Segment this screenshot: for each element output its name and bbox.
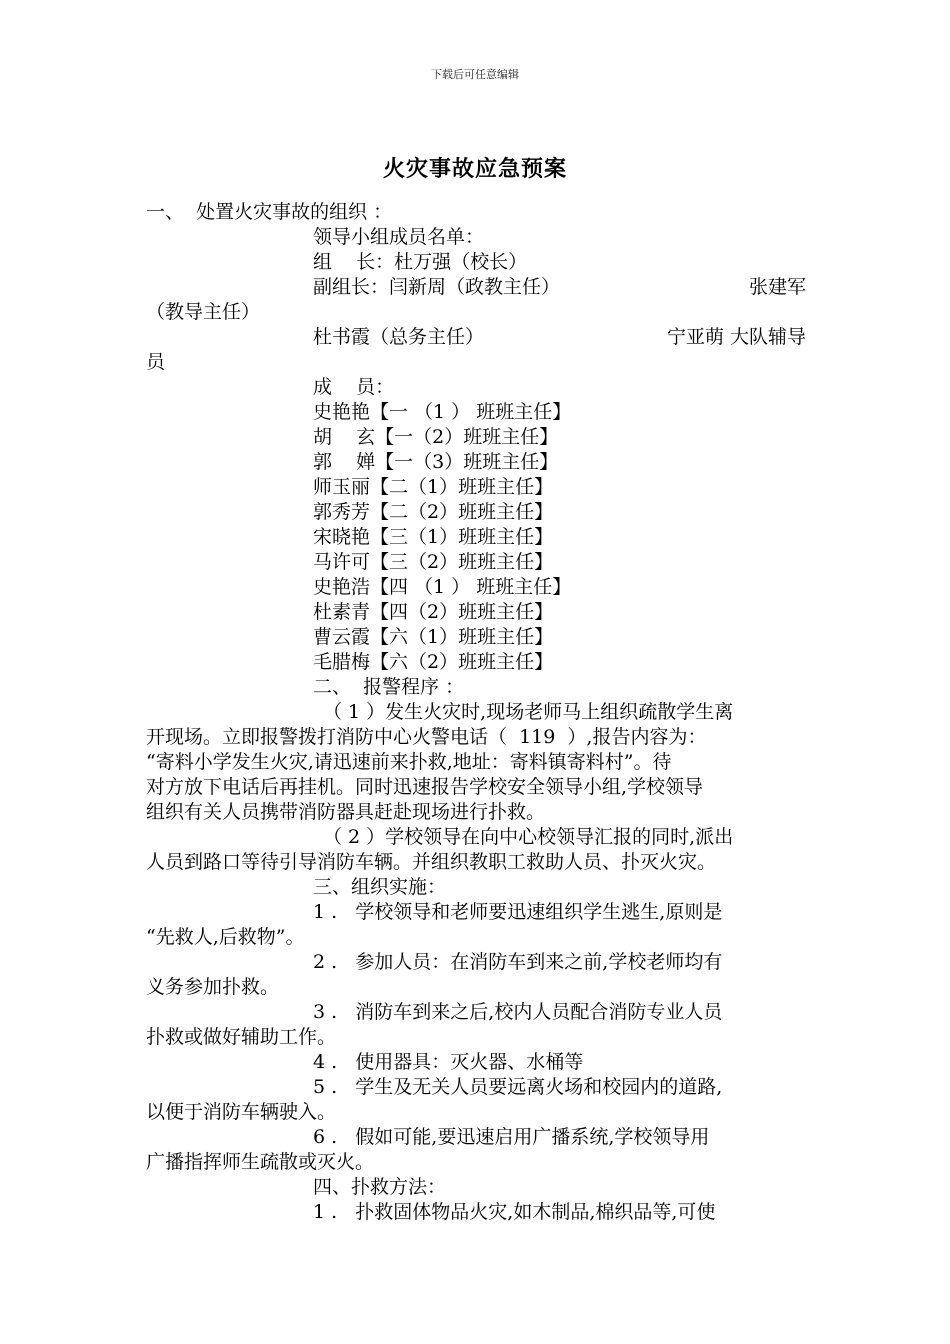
member-entry: 胡 玄【一（2）班班主任】 (313, 426, 559, 448)
member-entry: 宋晓艳【三（1）班班主任】 (313, 526, 554, 548)
list-item-line: 3 . 消防车到来之后,校内人员配合消防专业人员 (313, 1001, 723, 1023)
deputy-line-2 (146, 325, 806, 350)
section-3-heading: 三、组织实施： (313, 876, 447, 898)
section-2-heading: 二、 报警程序 ： (313, 676, 465, 698)
member-entry: 郭 婵【一（3）班班主任】 (313, 451, 559, 473)
deputy-entry-d: 宁亚萌 大队辅导 (666, 326, 806, 348)
list-item-line: 广播指挥师生疏散或灭火。 (146, 1151, 375, 1173)
deputy-entry-c: 杜书霞（总务主任） (313, 326, 485, 348)
deputy-entry-b-role: （教导主任） (146, 301, 261, 323)
document-body (146, 200, 806, 1225)
paragraph-line: （ 2 ）学校领导在向中心校领导汇报的同时,派出 (323, 826, 734, 848)
section-1-heading: 一、 处置火灾事故的组织 ： (146, 201, 393, 223)
list-item-line: 1 . 扑救固体物品火灾,如木制品,棉织品等,可使 (313, 1201, 716, 1223)
list-item-line: 2 . 参加人员：在消防车到来之前,学校老师均有 (313, 951, 723, 973)
member-entry: 师玉丽【二（1）班班主任】 (313, 476, 554, 498)
paragraph-line: 开现场。立即报警拨打消防中心火警电话（ 119 ）,报告内容为： (146, 726, 707, 748)
list-item-line: 以便于消防车辆驶入。 (146, 1101, 337, 1123)
paragraph-line: （ 1 ）发生火灾时,现场老师马上组织疏散学生离 (323, 701, 734, 723)
list-item-line: 6 . 假如可能,要迅速启用广播系统,学校领导用 (313, 1126, 710, 1148)
paragraph-line: 组织有关人员携带消防器具赶赴现场进行扑救。 (146, 801, 546, 823)
member-entry: 史艳浩【四 （1 ） 班班主任】 (313, 576, 572, 598)
list-item-line: 扑救或做好辅助工作。 (146, 1026, 337, 1048)
paragraph-line: “寄料小学发生火灾,请迅速前来扑救,地址：寄料镇寄料村”。待 (146, 751, 672, 773)
list-item-line: 1 . 学校领导和老师要迅速组织学生逃生,原则是 (313, 901, 723, 923)
leadership-list-label: 领导小组成员名单： (313, 226, 485, 248)
member-entry: 马许可【三（2）班班主任】 (313, 551, 554, 573)
deputy-entry-d-cont: 员 (146, 351, 166, 373)
member-entry: 毛腊梅【六（2）班班主任】 (313, 651, 554, 673)
member-entry: 杜素青【四（2）班班主任】 (313, 601, 554, 623)
member-entry: 曹云霞【六（1）班班主任】 (313, 626, 554, 648)
paragraph-line: 对方放下电话后再挂机。同时迅速报告学校安全领导小组,学校领导 (146, 776, 704, 798)
section-4-heading: 四、扑救方法： (313, 1176, 447, 1198)
paragraph-line: 人员到路口等待引导消防车辆。并组织教职工救助人员、扑灭火灾。 (146, 851, 717, 873)
document-title: 火灾事故应急预案 (382, 156, 567, 182)
leader-entry: 组 长：杜万强（校长） (313, 251, 528, 273)
deputy-entry-a: 副组长：闫新周（政教主任） (313, 276, 561, 298)
list-item-line: 5 . 学生及无关人员要远离火场和校园内的道路, (313, 1076, 723, 1098)
member-entry: 郭秀芳【二（2）班班主任】 (313, 501, 554, 523)
list-item-line: “先救人,后救物”。 (146, 926, 305, 948)
list-item-line: 4 . 使用器具：灭火器、水桶等 (313, 1051, 584, 1073)
members-label: 成 员： (313, 376, 395, 398)
member-entry: 史艳艳【一 （1 ） 班班主任】 (313, 401, 572, 423)
list-item-line: 义务参加扑救。 (146, 976, 280, 998)
page-header-note: 下载后可任意编辑 (431, 68, 519, 81)
deputy-line-1 (146, 275, 806, 300)
deputy-entry-b: 张建军 (748, 276, 806, 298)
